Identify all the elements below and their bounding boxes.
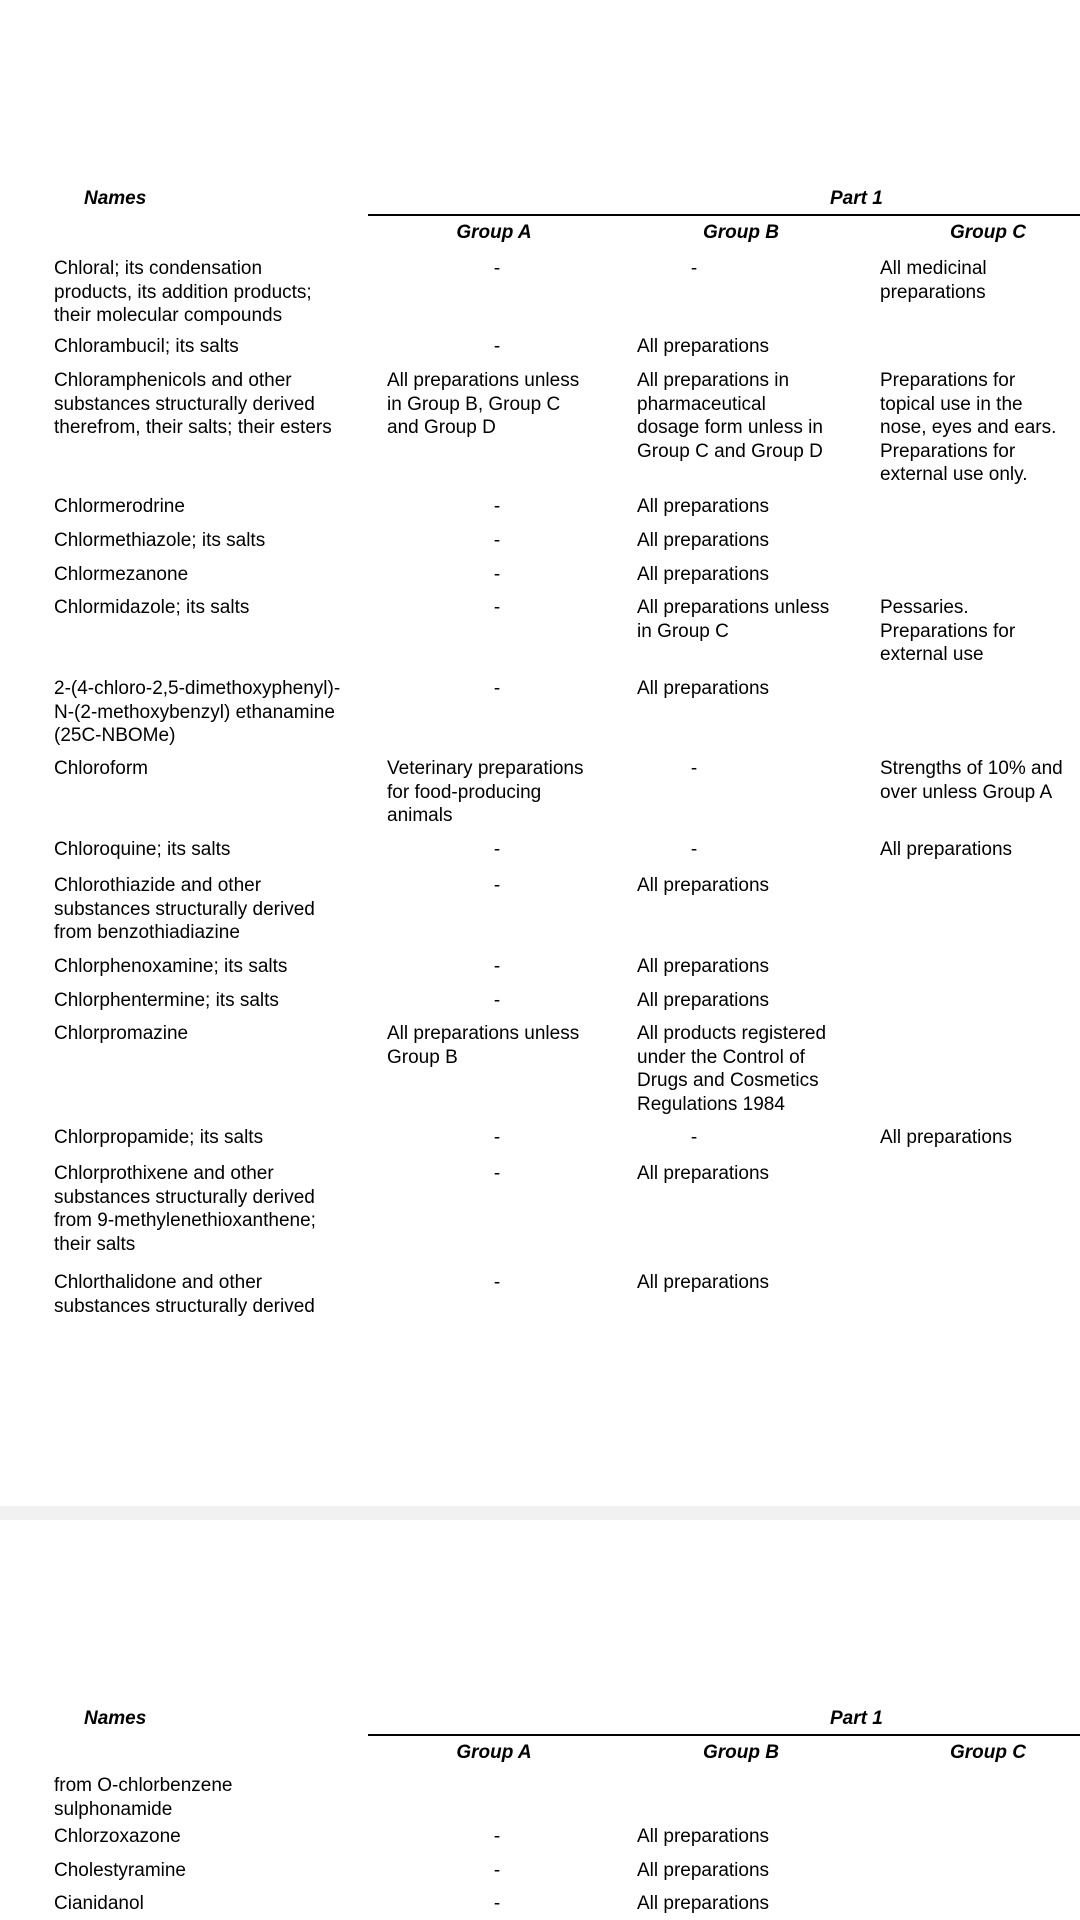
substance-name: Cianidanol [54,1893,144,1914]
header-rule [368,214,1080,216]
group-c-cell: All medicinal preparations [880,258,987,303]
group-b-cell: All preparations unless in Group C [637,597,830,642]
group-a-cell: - [493,564,501,585]
group-b-cell: All preparations [637,496,770,517]
substance-name: Chlorthalidone and other substances structurally derived [54,1272,315,1317]
group-a-cell: - [493,990,501,1011]
group-b-cell: - [690,1127,698,1148]
group-a-cell: - [493,336,501,357]
group-a-cell: - [493,1860,501,1881]
column-header-part: Part 1 [830,188,883,209]
column-header-group: Group C [950,222,1026,243]
column-header-part: Part 1 [830,1708,883,1729]
group-b-cell: All preparations in pharmaceutical dosage form unless in Group C and Group D [637,370,823,462]
group-a-cell: - [493,496,501,517]
substance-name: Chlormerodrine [54,496,185,517]
substance-name: 2-(4-chloro-2,5-dimethoxyphenyl)- N-(2-methoxybenzyl) ethanamine (25C-NBOMe) [54,678,341,746]
substance-name: Chloral; its condensation products, its addition products; their molecular compounds [54,258,312,326]
substance-name: Chlorambucil; its salts [54,336,239,357]
column-header-group: Group A [456,1742,532,1763]
group-c-cell: Pessaries. Preparations for external use [880,597,1016,665]
group-b-cell: All preparations [637,875,770,896]
group-a-cell: - [493,1826,501,1847]
group-b-cell: All products registered under the Control of Drugs and Cosmetics Regulations 1984 [637,1023,827,1115]
group-a-cell: - [493,597,501,618]
group-a-cell: - [493,956,501,977]
group-b-cell: - [690,258,698,279]
document-page [0,1520,1080,1920]
page-separator [0,1506,1080,1520]
group-b-cell: All preparations [637,1860,770,1881]
group-a-cell: - [493,1272,501,1293]
column-header-names: Names [84,188,147,209]
group-b-cell: - [690,839,698,860]
group-a-cell: - [493,839,501,860]
substance-name: Chloroquine; its salts [54,839,231,860]
group-c-cell: All preparations [880,839,1013,860]
substance-name: Chloroform [54,758,148,779]
group-a-cell: - [493,258,501,279]
substance-name: Chlormidazole; its salts [54,597,250,618]
column-header-group: Group B [703,222,779,243]
substance-name: Chloramphenicols and other substances structurally derived therefrom, their salts; their esters [54,370,332,438]
header-rule [368,1734,1080,1736]
group-b-cell: All preparations [637,530,770,551]
substance-name: Chlorothiazide and other substances structurally derived from benzothiadiazine [54,875,315,943]
column-header-group: Group A [456,222,532,243]
group-a-cell: All preparations unless Group B [387,1023,580,1068]
substance-name: Chlorphentermine; its salts [54,990,279,1011]
substance-name: Chlormezanone [54,564,189,585]
group-a-cell: All preparations unless in Group B, Group C and Group D [387,370,580,438]
group-b-cell: All preparations [637,1893,770,1914]
group-b-cell: - [690,758,698,779]
group-a-cell: - [493,1893,501,1914]
group-b-cell: All preparations [637,564,770,585]
substance-name: Chlorpropamide; its salts [54,1127,264,1148]
substance-name: Chlorzoxazone [54,1826,181,1847]
column-header-names: Names [84,1708,147,1729]
substance-name: Chlorphenoxamine; its salts [54,956,288,977]
group-b-cell: All preparations [637,1826,770,1847]
column-header-group: Group C [950,1742,1026,1763]
group-b-cell: All preparations [637,1163,770,1184]
group-b-cell: All preparations [637,678,770,699]
group-a-cell: - [493,530,501,551]
substance-name: Cholestyramine [54,1860,186,1881]
substance-name: Chlorprothixene and other substances structurally derived from 9-methylenethioxanthene; their salts [54,1163,316,1255]
group-a-cell: - [493,1163,501,1184]
group-b-cell: All preparations [637,1272,770,1293]
group-a-cell: - [493,875,501,896]
group-c-cell: Strengths of 10% and over unless Group A [880,758,1063,803]
group-a-cell: - [493,678,501,699]
substance-name: Chlorpromazine [54,1023,189,1044]
group-b-cell: All preparations [637,336,770,357]
group-b-cell: All preparations [637,990,770,1011]
substance-name: Chlormethiazole; its salts [54,530,266,551]
group-a-cell: Veterinary preparations for food-producing animals [387,758,584,826]
group-b-cell: All preparations [637,956,770,977]
group-a-cell: - [493,1127,501,1148]
column-header-group: Group B [703,1742,779,1763]
group-c-cell: All preparations [880,1127,1013,1148]
group-c-cell: Preparations for topical use in the nose, eyes and ears. Preparations for external use only. [880,370,1057,485]
substance-name: from O-chlorbenzene sulphonamide [54,1775,233,1820]
